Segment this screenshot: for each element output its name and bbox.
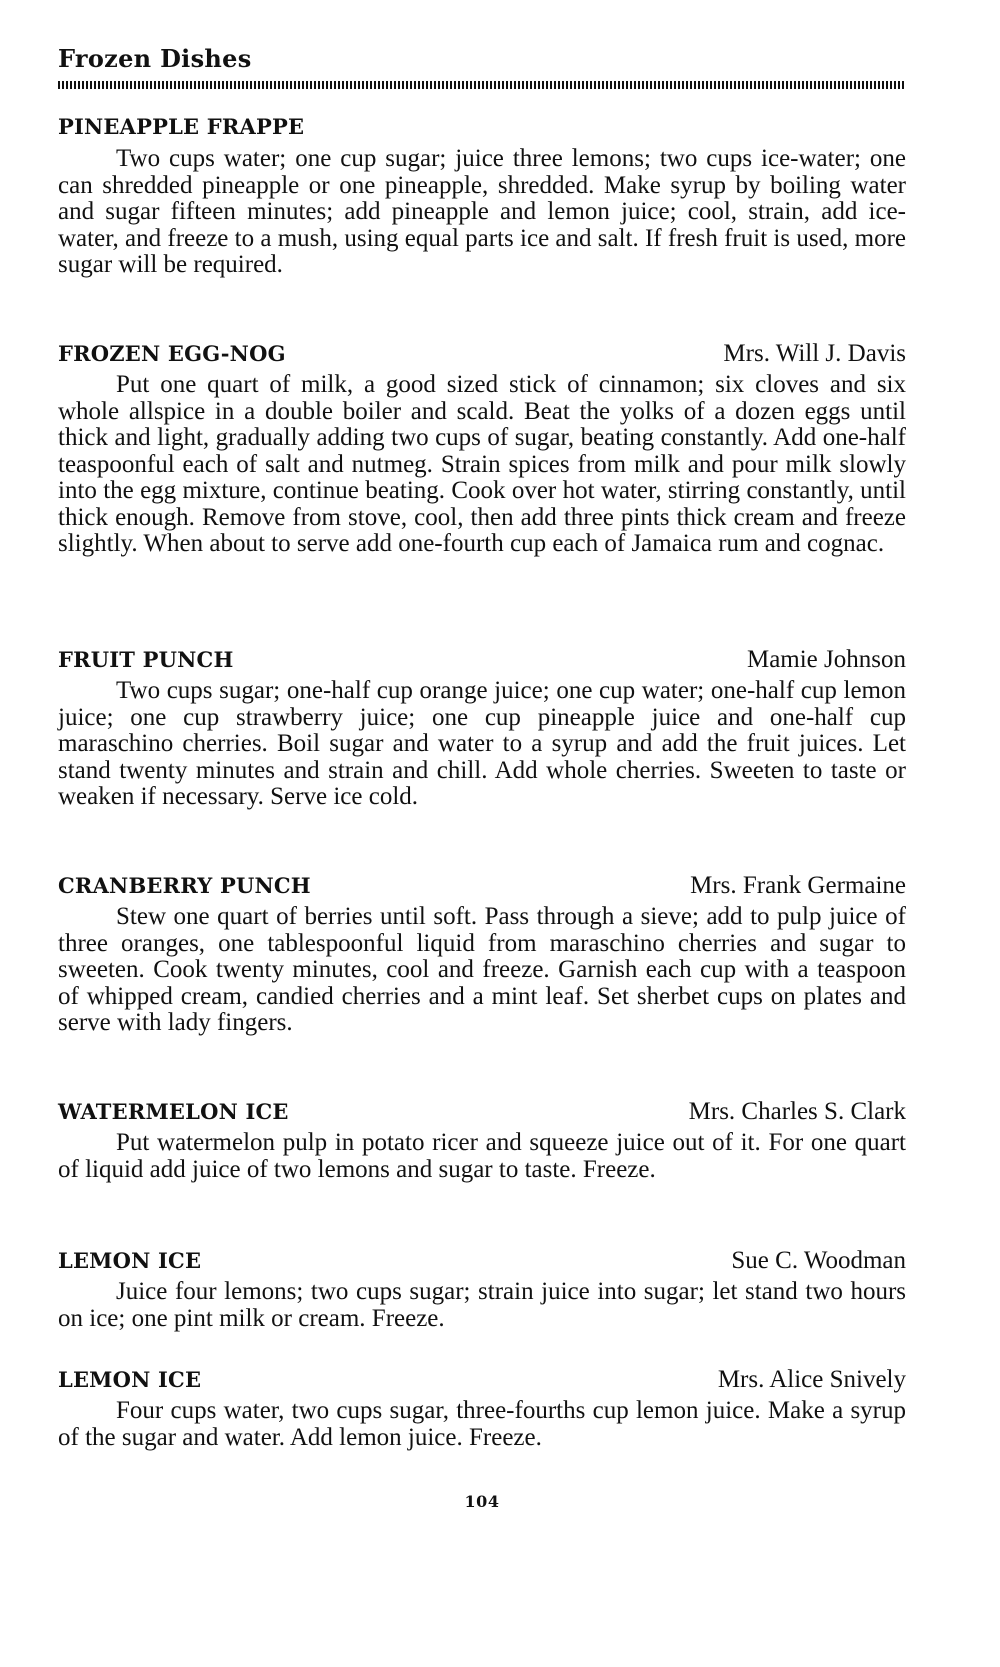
recipe-author: Sue C. Woodman [731,1247,906,1274]
recipe-title: FROZEN EGG-NOG [58,341,286,366]
recipe-body: Four cups water, two cups sugar, three-fourths cup lemon juice. Make a syrup of the sugar and water. Add lemon juice. Freeze. [58,1397,906,1451]
recipe-lemon-ice-woodman [58,1247,906,1332]
recipe-title: FRUIT PUNCH [58,647,234,672]
recipe-watermelon-ice [58,1098,906,1183]
recipe-title: LEMON ICE [58,1367,202,1392]
recipe-author: Mrs. Frank Germaine [690,872,906,899]
recipe-author: Mamie Johnson [746,646,906,673]
recipe-frozen-egg-nog [58,340,906,558]
header-rule [58,81,906,89]
recipe-title: LEMON ICE [58,1248,202,1273]
recipe-body: Put one quart of milk, a good sized stick of cinnamon; six cloves and six whole allspice in a double boiler and scald. Beat the yolks of a dozen eggs until thick and light, gradually adding two cups of sugar, beating constantly. Add one-half teaspoonful each of salt and nutmeg. Strain spices from milk and pour milk slowly into the egg mixture, continue beating. Cook over hot water, stirring constantly, until thick enough. Remove from stove, cool, then add three pints thick cream and freeze slightly. When about to serve add one-fourth cup each of Jamaica rum and cognac. [58,371,906,557]
recipe-body: Stew one quart of berries until soft. Pass through a sieve; add to pulp juice of three oranges, one tablespoonful liquid from maraschino cherries and sugar to sweeten. Cook twenty minutes, cool and freeze. Garnish each cup with a teaspoon of whipped cream, candied cherries and a mint leaf. Set sherbet cups on plates and serve with lady fingers. [58,903,906,1036]
recipe-author: Mrs. Will J. Davis [723,340,906,367]
recipe-pineapple-frappe [58,114,906,279]
recipe-body: Two cups sugar; one-half cup orange juice; one cup water; one-half cup lemon juice; one cup strawberry juice; one cup pineapple juice and one-half cup maraschino cherries. Boil sugar and water to a syrup and add the fruit juices. Let stand twenty minutes and strain and chill. Add whole cherries. Sweeten to taste or weaken if necessary. Serve ice cold. [58,677,906,810]
recipe-title: PINEAPPLE FRAPPE [58,114,305,139]
recipe-body: Two cups water; one cup sugar; juice three lemons; two cups ice-water; one can shredded pineapple or one pineapple, shredded. Make syrup by boiling water and sugar fifteen minutes; add pineapple and lemon juice; cool, strain, add ice-water, and freeze to a mush, using equal parts ice and salt. If fresh fruit is used, more sugar will be required. [58,145,907,278]
recipe-title: CRANBERRY PUNCH [58,873,311,898]
recipe-author: Mrs. Charles S. Clark [688,1098,906,1125]
page-number: 104 [464,1492,500,1511]
recipe-cranberry-punch [58,872,906,1037]
recipe-author: Mrs. Alice Snively [717,1366,906,1393]
recipe-body: Put watermelon pulp in potato ricer and squeeze juice out of it. For one quart of liquid add juice of two lemons and sugar to taste. Freeze. [58,1129,906,1183]
recipe-body: Juice four lemons; two cups sugar; strain juice into sugar; let stand two hours on ice; one pint milk or cream. Freeze. [58,1278,906,1332]
section-title: Frozen Dishes [58,44,252,73]
recipe-title: WATERMELON ICE [58,1099,289,1124]
recipe-fruit-punch [58,646,906,811]
recipe-lemon-ice-snively [58,1366,906,1451]
